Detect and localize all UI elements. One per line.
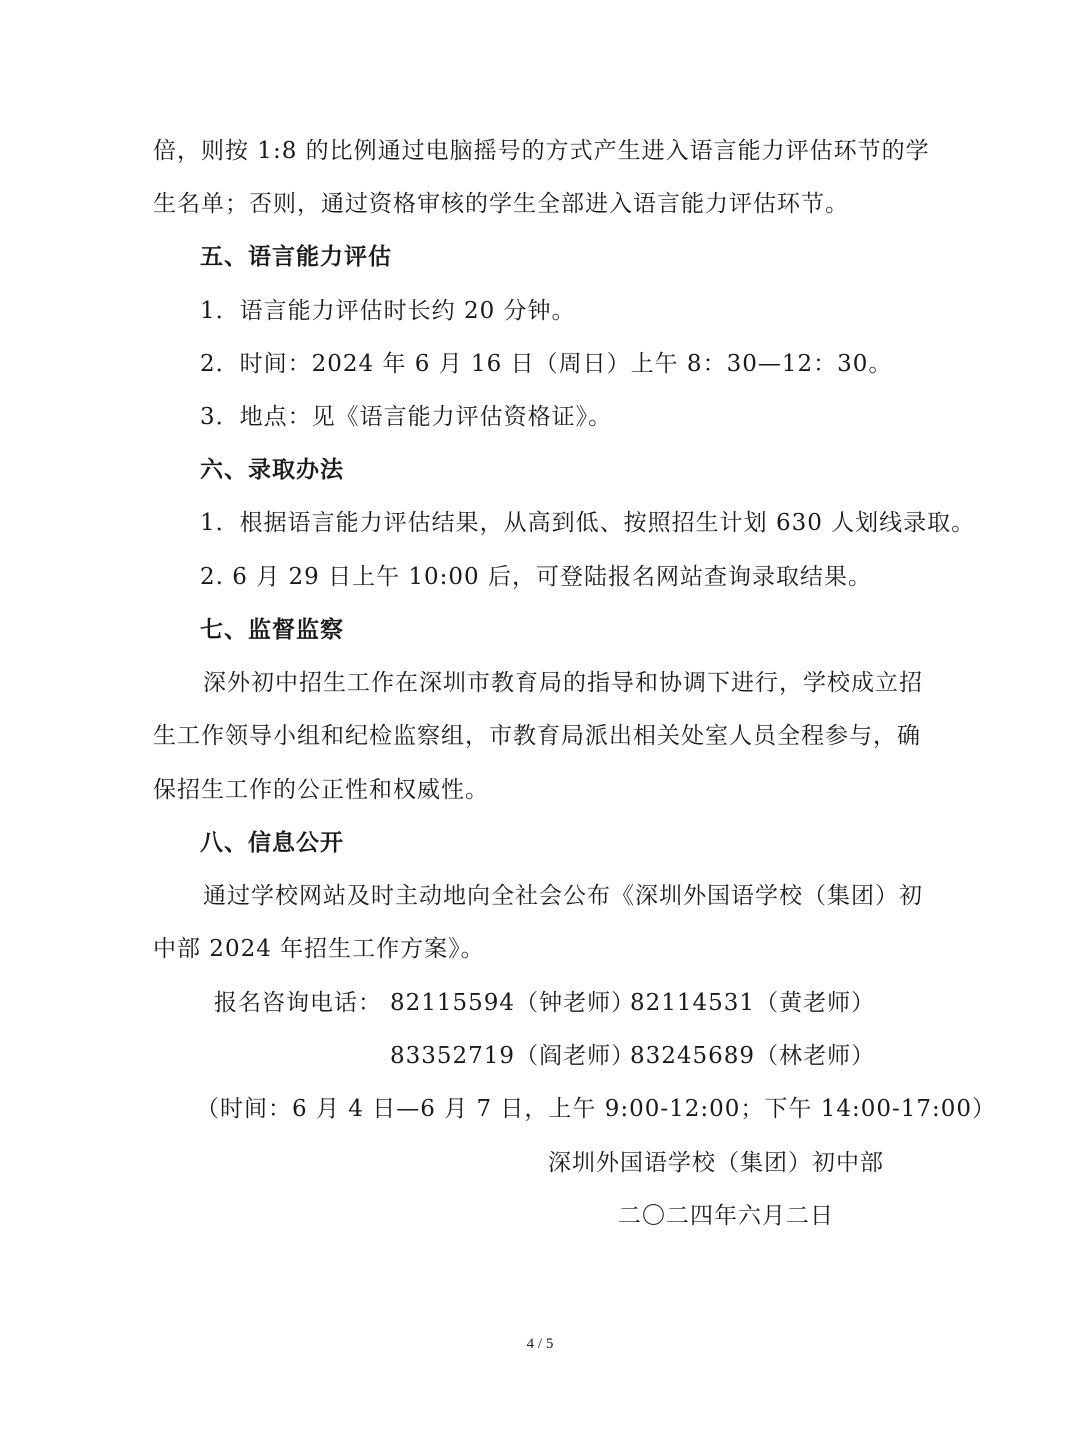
list-item: 1．根据语言能力评估结果，从高到低、按照招生计划 630 人划线录取。 (200, 510, 976, 536)
list-item: 2．时间：2024 年 6 月 16 日（周日）上午 8：30—12：30。 (200, 351, 893, 377)
section-heading-6: 六、录取办法 (200, 456, 344, 483)
signature-date: 二〇二四年六月二日 (618, 1203, 834, 1229)
contact-phone: 83352719（阎老师） (390, 1043, 636, 1069)
section-heading-8: 八、信息公开 (200, 829, 344, 856)
paragraph-line: 生名单；否则，通过资格审核的学生全部进入语言能力评估环节。 (153, 191, 849, 217)
paragraph-line: 中部 2024 年招生工作方案》。 (153, 936, 485, 962)
list-item: 2. 6 月 29 日上午 10:00 后，可登陆报名网站查询录取结果。 (200, 564, 872, 590)
page-number: 4 / 5 (526, 1336, 554, 1352)
signature-organization: 深圳外国语学校（集团）初中部 (548, 1150, 884, 1176)
list-item: 1．语言能力评估时长约 20 分钟。 (200, 298, 576, 324)
list-item: 3．地点：见《语言能力评估资格证》。 (200, 404, 613, 430)
section-heading-5: 五、语言能力评估 (200, 243, 392, 270)
paragraph-line: 倍，则按 1:8 的比例通过电脑摇号的方式产生进入语言能力评估环节的学 (153, 138, 930, 164)
contact-label: 报名咨询电话： (214, 990, 382, 1016)
contact-phone: 82115594（钟老师） (390, 990, 636, 1016)
contact-hours: （时间：6 月 4 日—6 月 7 日，上午 9:00-12:00；下午 14:00-17:00） (196, 1096, 997, 1122)
paragraph-line: 生工作领导小组和纪检监察组，市教育局派出相关处室人员全程参与，确 (153, 723, 921, 749)
paragraph-line: 通过学校网站及时主动地向全社会公布《深圳外国语学校（集团）初 (203, 883, 923, 909)
contact-phone: 83245689（林老师） (630, 1043, 876, 1069)
section-heading-7: 七、监督监察 (200, 616, 344, 643)
contact-phone: 82114531（黄老师） (630, 990, 876, 1016)
paragraph-line: 深外初中招生工作在深圳市教育局的指导和协调下进行，学校成立招 (203, 670, 923, 696)
paragraph-line: 保招生工作的公正性和权威性。 (153, 777, 489, 803)
